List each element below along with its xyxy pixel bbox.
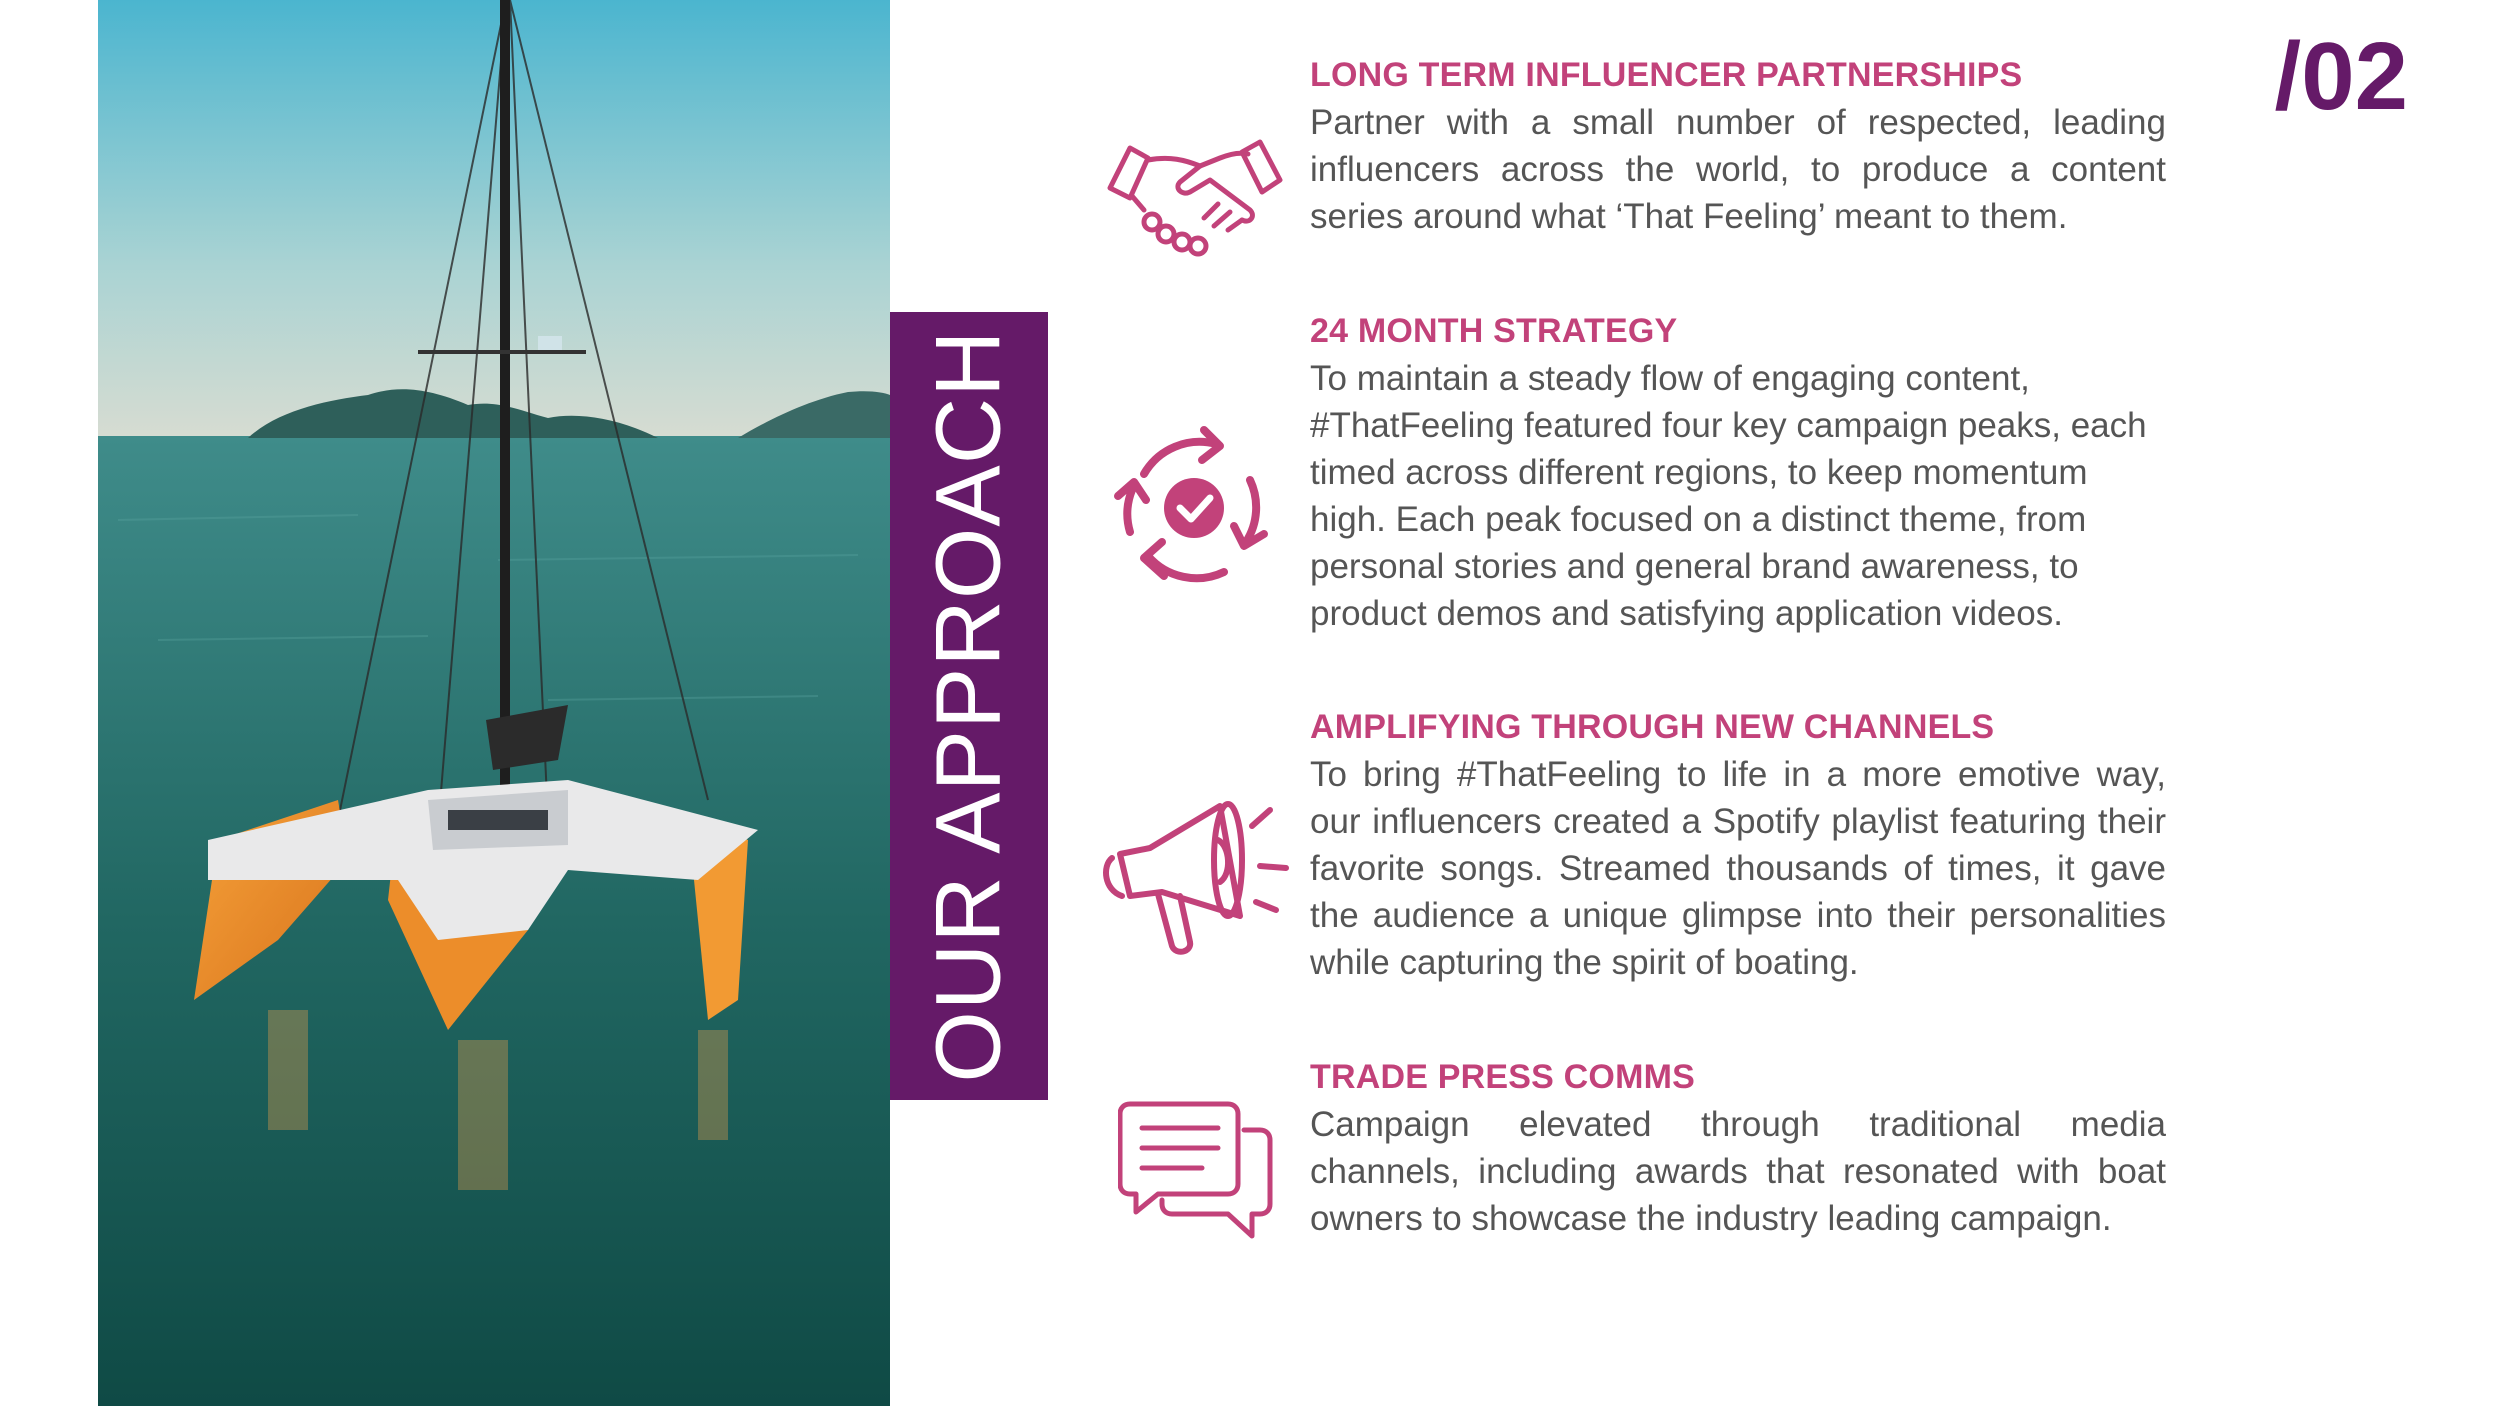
section-24-month-strategy (1310, 312, 2166, 637)
chat-bubbles-icon (1118, 1100, 1278, 1250)
section-body: Partner with a small number of respected, leading influencers across the world, to produce a content series around what ‘That Feeling’ meant to them. (1310, 103, 2166, 236)
section-influencer-partnerships (1310, 56, 2166, 240)
handshake-icon (1100, 130, 1290, 260)
section-title: LONG TERM INFLUENCER PARTNERSHIPS (1310, 56, 2023, 94)
section-body: To bring #ThatFeeling to life in a more emotive way, our influencers created a Spotify playlist featuring their favorite songs. Streamed thousands of times, it gave the audience a unique glimpse into their personalities while capturing the spirit of boating. (1310, 755, 2166, 982)
trimaran-image (98, 0, 890, 1406)
section-body: Campaign elevated through traditional media channels, including awards that resonated with boat owners to showcase the industry leading campaign. (1310, 1105, 2166, 1238)
section-new-channels (1310, 708, 2166, 986)
section-title: TRADE PRESS COMMS (1310, 1058, 1695, 1096)
side-banner-title: OUR APPROACH (917, 329, 1020, 1083)
page-number: /02 (2274, 23, 2408, 130)
section-title: AMPLIFYING THROUGH NEW CHANNELS (1310, 708, 1995, 746)
hero-photo-trimaran (98, 0, 890, 1406)
section-trade-press (1310, 1058, 2166, 1242)
side-banner (890, 312, 1048, 1100)
cycle-check-icon (1104, 416, 1284, 596)
megaphone-icon (1100, 796, 1290, 956)
section-body: To maintain a steady flow of engaging content, #ThatFeeling featured four key campaign peaks, each timed across different regions, to keep momentum high. Each peak focused on a distinct theme, from personal stories and general brand awareness, to product demos and satisfying application videos. (1310, 359, 2147, 633)
section-title: 24 MONTH STRATEGY (1310, 312, 1678, 350)
